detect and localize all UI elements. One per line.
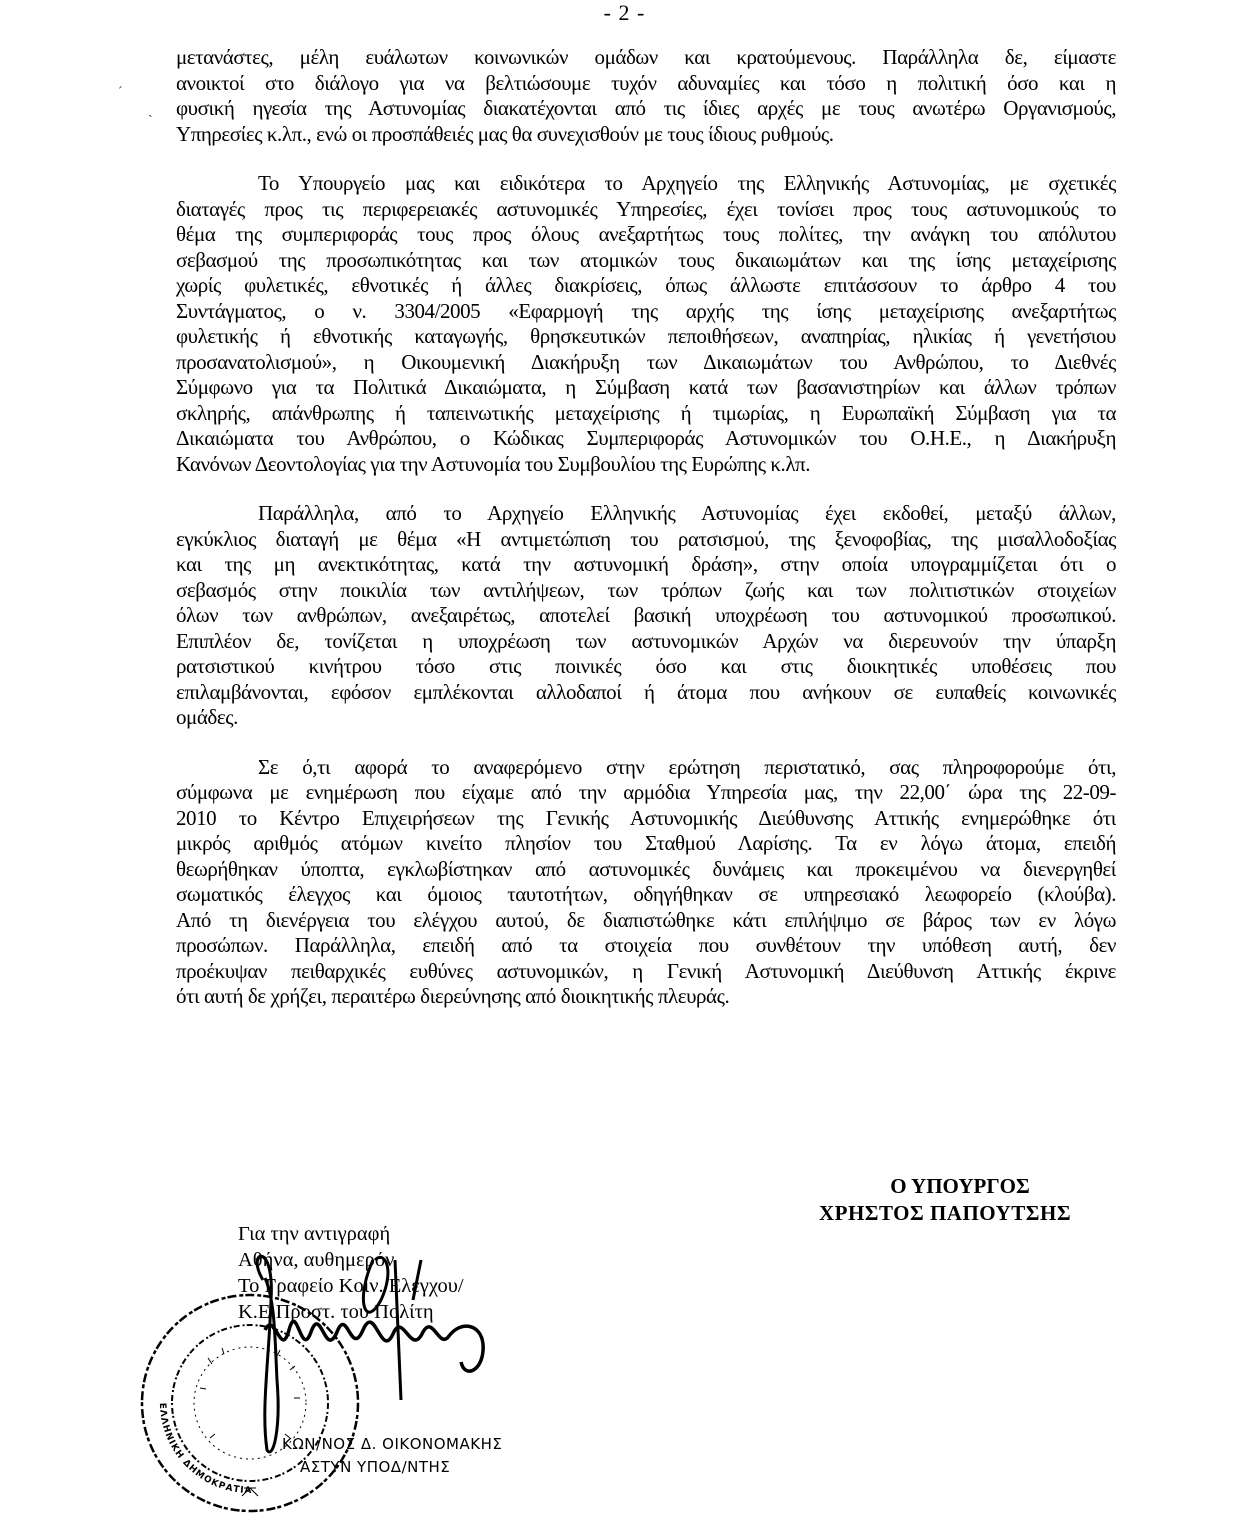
text-line: Συντάγματος, ο ν. 3304/2005 «Εφαρμογή της αρχής της ίσης μεταχείρισης ανεξαρτήτως — [176, 298, 1116, 323]
text-line: επιλαμβάνονται, εφόσον εμπλέκονται αλλοδαποί ή άτομα που ανήκουν σε ευπαθείς κοινωνικές — [176, 679, 1116, 704]
text-line: Παράλληλα, από το Αρχηγείο Ελληνικής Αστυνομίας έχει εκδοθεί, μεταξύ άλλων, — [258, 501, 1116, 525]
minister-name: ΧΡΗΣΤΟΣ ΠΑΠΟΥΤΣΗΣ — [818, 1201, 1072, 1225]
copy-line: Κ.Ε.Προστ. του Πολίτη — [238, 1301, 434, 1323]
minister-role: Ο ΥΠΟΥΡΓΟΣ — [890, 1174, 1030, 1198]
certifying-officer — [282, 1433, 502, 1479]
text-line: εγκύκλιος διαταγή με θέμα «Η αντιμετώπιση του ρατσισμού, της ξενοφοβίας, της μισαλλοδοξίας — [176, 526, 1116, 551]
letter-body — [176, 45, 1116, 1034]
text-line: ανοικτοί στο διάλογο για να βελτιώσουμε τυχόν αδυναμίες και τόσο η πολιτική όσο και η — [176, 70, 1116, 95]
text-line: Υπηρεσίες κ.λπ., ενώ οι προσπάθειές μας θα συνεχισθούν με τους ίδιους ρυθμούς. — [176, 121, 834, 146]
copy-certification — [238, 1221, 464, 1325]
scan-mark: ˊ — [118, 85, 123, 100]
officer-rank: ΑΣΤΥΝ ΥΠΟΔ/ΝΤΗΣ — [300, 1458, 451, 1476]
text-line: Κανόνων Δεοντολογίας για την Αστυνομία του Συμβουλίου της Ευρώπης κ.λπ. — [176, 451, 811, 476]
text-line: σύμφωνα με ενημέρωση που είχαμε από την αρμόδια Υπηρεσία μας, την 22,00΄ ώρα της 22-09- — [176, 780, 1116, 804]
paragraph-4 — [176, 755, 1116, 1010]
text-line: ομάδες. — [176, 705, 238, 729]
text-line: μετανάστες, μέλη ευάλωτων κοινωνικών ομάδων και κρατούμενους. Παράλληλα δε, είμαστε — [176, 45, 1116, 69]
text-line: Από τη διενέργεια του ελέγχου αυτού, δε διαπιστώθηκε κάτι επιλήψιμο σε βάρος των εν λόγω — [176, 907, 1116, 932]
copy-line: Το Γραφείο Κοιν. Ελέγχου/ — [238, 1275, 464, 1297]
paragraph-2 — [176, 171, 1116, 477]
text-line: Δικαιώματα του Ανθρώπου, ο Κώδικας Συμπεριφοράς Αστυνομικών του Ο.Η.Ε., η Διακήρυξη — [176, 426, 1116, 450]
text-line: σκληρής, απάνθρωπης ή ταπεινωτικής μεταχείρισης ή τιμωρίας, η Ευρωπαϊκή Σύμβαση για τα — [176, 400, 1116, 425]
paragraph-3 — [176, 501, 1116, 731]
text-line: σωματικός έλεγχος και όμοιος ταυτοτήτων, οδηγήθηκαν σε υπηρεσιακό λεωφορείο (κλούβα). — [176, 882, 1116, 906]
minister-signature-block — [760, 1173, 1130, 1227]
officer-name: ΚΩΝ/ΝΟΣ Δ. ΟΙΚΟΝΟΜΑΚΗΣ — [282, 1435, 503, 1453]
text-line: και της μη ανεκτικότητας, κατά την αστυνομική δράση», στην οποία υπογραμμίζεται ότι ο — [176, 552, 1116, 576]
text-line: 2010 το Κέντρο Επιχειρήσεων της Γενικής Αστυνομικής Διεύθυνσης Αττικής ενημερώθηκε ότι — [176, 805, 1116, 830]
paragraph-1 — [176, 45, 1116, 147]
text-line: χωρίς φυλετικές, εθνοτικές ή άλλες διακρίσεις, όπως άλλωστε επιτάσσουν το άρθρο 4 του — [176, 273, 1116, 297]
text-line: Το Υπουργείο μας και ειδικότερα το Αρχηγείο της Ελληνικής Αστυνομίας, με σχετικές — [258, 171, 1116, 195]
text-line: φυσική ηγεσία της Αστυνομίας διακατέχονται από τις ίδιες αρχές με τους ανωτέρω Οργανισμούς, — [176, 96, 1116, 120]
text-line: μικρός αριθμός ατόμων κινείτο πλησίον του Σταθμού Λαρίσης. Τα εν λόγω άτομα, επειδή — [176, 831, 1116, 855]
text-line: σεβασμού της προσωπικότητας και των ατομικών τους δικαιωμάτων και της ίσης μεταχείρισης — [176, 247, 1116, 272]
seal-ring-text: ΕΛΛΗΝΙΚΗ ΔΗΜΟΚΡΑΤΙΑ — [156, 1402, 253, 1497]
scan-mark: ˎ — [148, 103, 153, 118]
copy-line: Αθήνα, αυθημερόν — [238, 1249, 395, 1271]
text-line: ότι αυτή δε χρήζει, περαιτέρω διερεύνησης από διοικητικής πλευράς. — [176, 984, 730, 1008]
text-line: θέμα της συμπεριφοράς τους προς όλους ανεξαρτήτως τους πολίτες, την ανάγκη του απόλυτου — [176, 222, 1116, 246]
page-number: - 2 - — [603, 0, 646, 25]
text-line: διαταγές προς τις περιφερειακές αστυνομικές Υπηρεσίες, έχει τονίσει προς τους αστυνομικούς το — [176, 196, 1116, 221]
text-line: προέκυψαν πειθαρχικές ευθύνες αστυνομικών, η Γενική Αστυνομική Διεύθυνση Αττικής έκρινε — [176, 958, 1116, 983]
text-line: Επιπλέον δε, τονίζεται η υποχρέωση των αστυνομικών Αρχών να διερευνούν την ύπαρξη — [176, 628, 1116, 653]
text-line: φυλετικής ή εθνοτικής καταγωγής, θρησκευτικών πεποιθήσεων, αναπηρίας, ηλικίας ή γενετήσιου — [176, 324, 1116, 348]
text-line: θεωρήθηκαν ύποπτα, εγκλωβίστηκαν από αστυνομικές δυνάμεις και προκειμένου να διενεργηθεί — [176, 856, 1116, 881]
text-line: Σε ό,τι αφορά το αναφερόμενο στην ερώτηση περιστατικό, σας πληροφορούμε ότι, — [258, 754, 1116, 779]
text-line: προσανατολισμού», η Οικουμενική Διακήρυξη των Δικαιωμάτων του Ανθρώπου, το Διεθνές — [176, 349, 1116, 374]
text-line: ρατσιστικού κινήτρου τόσο στις ποινικές όσο και στις διοικητικές υποθέσεις που — [176, 654, 1116, 678]
text-line: προσώπων. Παράλληλα, επειδή από τα στοιχεία που συνθέτουν την υπόθεση αυτή, δεν — [176, 933, 1116, 957]
text-line: όλων των ανθρώπων, ανεξαιρέτως, αποτελεί βασική υποχρέωση του αστυνομικού προσωπικού. — [176, 603, 1116, 627]
copy-line: Για την αντιγραφή — [238, 1223, 391, 1245]
text-line: σεβασμός στην ποικιλία των αντιλήψεων, των τρόπων ζωής και των πολιτιστικών στοιχείων — [176, 577, 1116, 602]
text-line: Σύμφωνο για τα Πολιτικά Δικαιώματα, η Σύμβαση κατά των βασανιστηρίων και άλλων τρόπων — [176, 375, 1116, 399]
